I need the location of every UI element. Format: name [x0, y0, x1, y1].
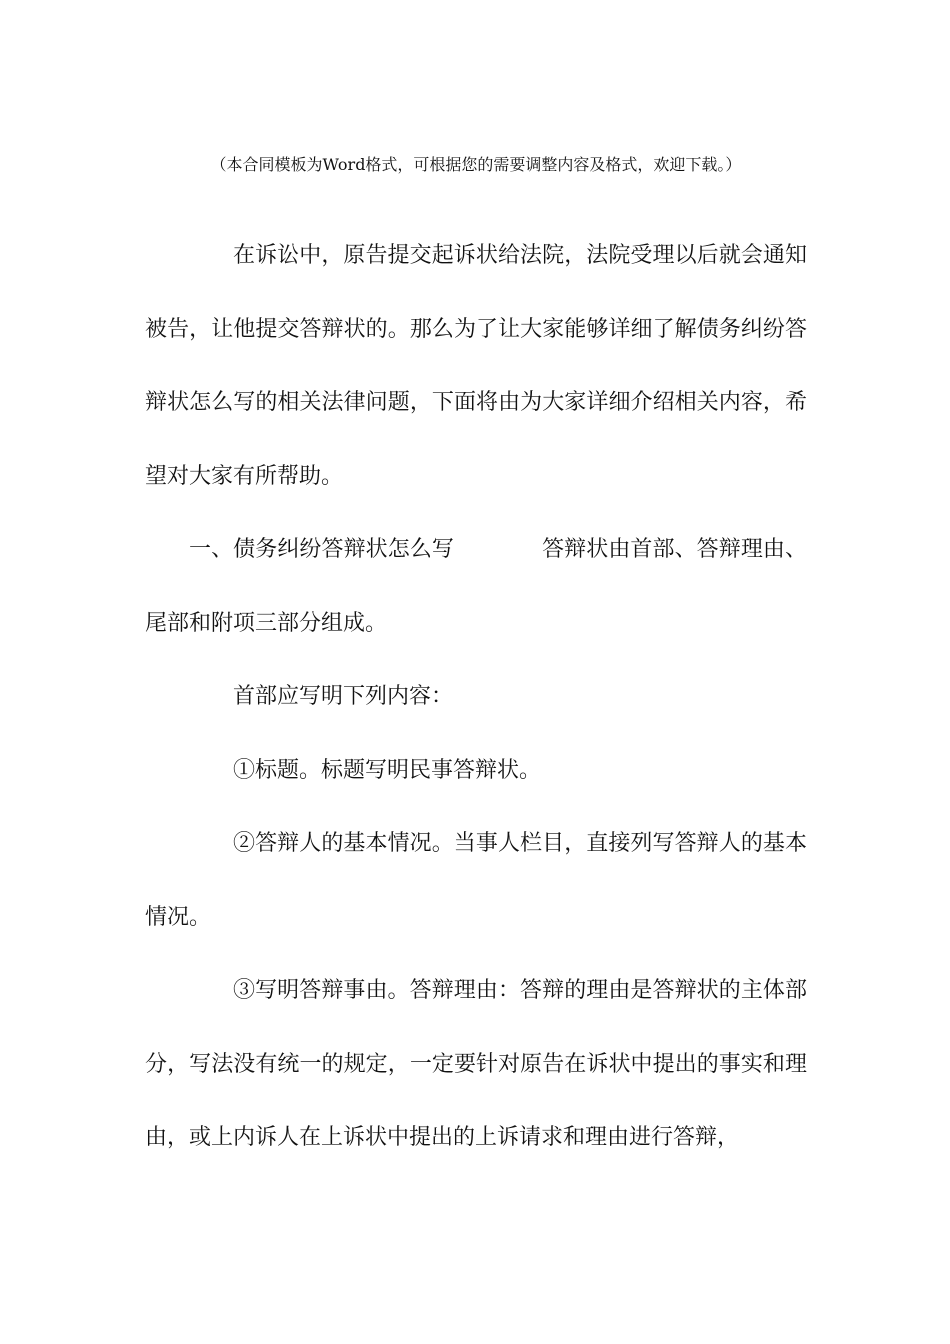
section-heading: 一、债务纠纷答辩状怎么写 [189, 537, 454, 562]
template-note: （本合同模板为Word格式，可根据您的需要调整内容及格式，欢迎下载。） [210, 155, 742, 174]
intro-paragraph: 在诉讼中，原告提交起诉状给法院，法院受理以后就会通知被告，让他提交答辩状的。那么为了让大家能够详细了解债务纠纷答辩状怎么写的相关法律问题，下面将由为大家详细介绍相关内容，希望对大家有所帮助。 [145, 243, 807, 489]
header-contents-paragraph: 首部应写明下列内容： [233, 684, 454, 709]
section-text: 答辩状由首部、答辩理由、尾部和附项三部分组成。 [145, 537, 807, 636]
section-paragraph [145, 513, 807, 660]
item-respondent-paragraph: ②答辩人的基本情况。当事人栏目，直接列写答辩人的基本情况。 [145, 831, 807, 930]
document-body [145, 219, 807, 1175]
item-reason-paragraph: ③写明答辩事由。答辩理由：答辩的理由是答辩状的主体部分，写法没有统一的规定，一定要针对原告在诉状中提出的事实和理由，或上内诉人在上诉状中提出的上诉请求和理由进行答辩， [145, 978, 807, 1150]
item-title-paragraph: ①标题。标题写明民事答辩状。 [233, 757, 542, 783]
